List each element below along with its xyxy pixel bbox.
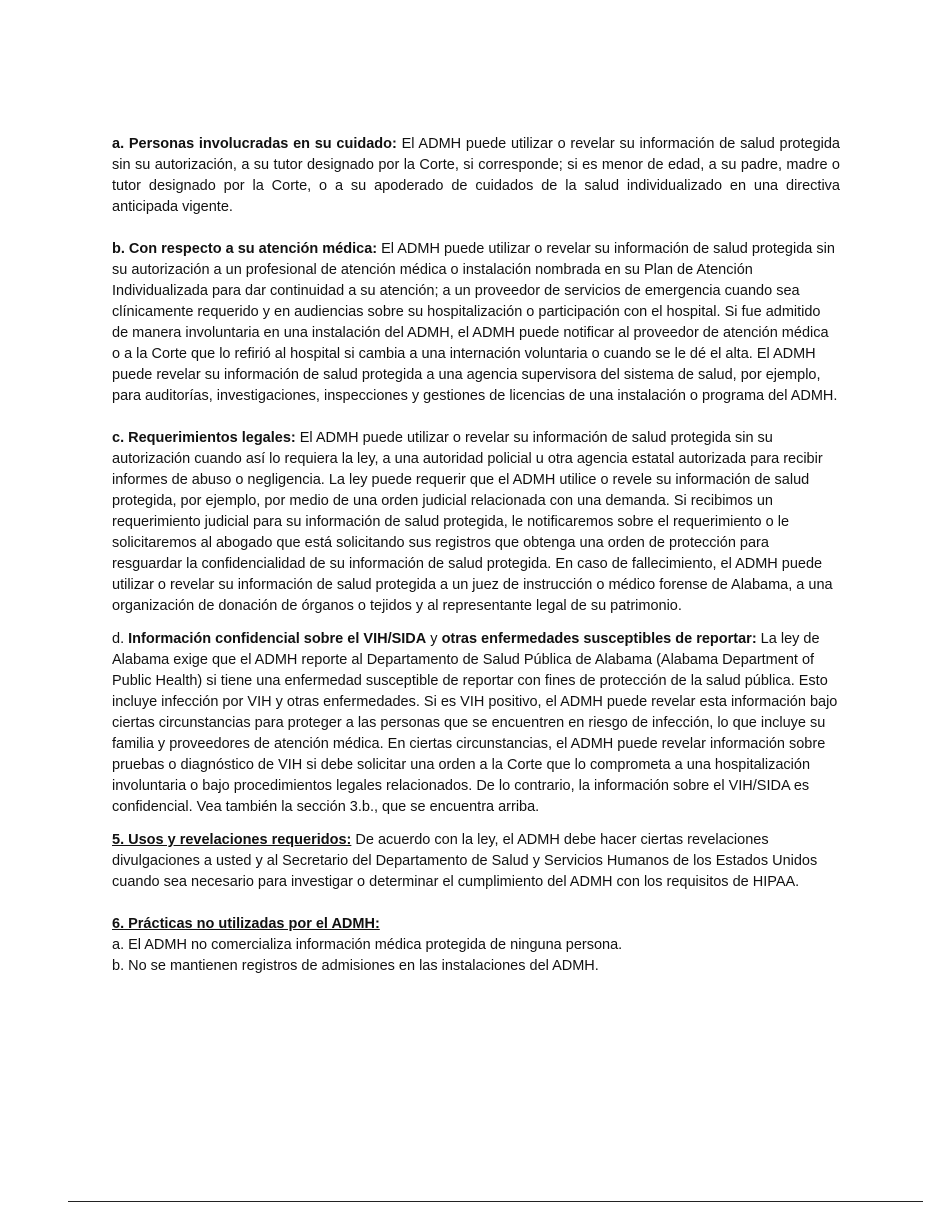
- section-5-heading: 5. Usos y revelaciones requeridos:: [112, 832, 352, 848]
- section-c-label: c. Requerimientos legales:: [112, 430, 296, 446]
- section-5-text: De acuerdo con la ley, el ADMH debe hacer ciertas revelaciones divulgaciones a usted y al Secretario del Departamento de Salud y Servicios Humanos de los Estados Unidos cuando sea necesario para investigar o determinar el cumplimiento del ADMH con los requisitos de HIPAA.: [112, 832, 818, 890]
- section-a-text: El ADMH puede utilizar o revelar su información de salud protegida sin su autorización, a su tutor designado por la Corte, si corresponde; si es menor de edad, a su padre, madre o tutor designado por la Corte, o a su apoderado de cuidados de la salud individualizado en una directiva anticipada vigente.: [112, 136, 840, 215]
- section-6-item-b: b. No se mantienen registros de admisiones en las instalaciones del ADMH.: [112, 958, 599, 974]
- section-5: [112, 830, 840, 893]
- document-page: [112, 134, 840, 977]
- section-b-label: b. Con respecto a su atención médica:: [112, 241, 378, 257]
- footer-divider: [68, 1201, 923, 1202]
- section-d: [112, 629, 840, 818]
- section-d-prefix: d.: [112, 631, 129, 647]
- section-b-text: El ADMH puede utilizar o revelar su información de salud protegida sin su autorización a un profesional de atención médica o instalación nombrada en su Plan de Atención Individualizada para dar continuidad a su atención; a un proveedor de servicios de emergencia cuando sea clínicamente requerido y en audiencias sobre su hospitalización o participación con el hospital. Si fue admitido de manera involuntaria en una instalación del ADMH, el ADMH puede notificar al proveedor de atención médica o a la Corte que lo refirió al hospital si cambia a una internación voluntaria o cuando se le dé el alta. El ADMH puede revelar su información de salud protegida a una agencia supervisora del sistema de salud, por ejemplo, para auditorías, investigaciones, inspecciones y gestiones de licencias de una instalación o programa del ADMH.: [112, 241, 838, 404]
- section-6-heading: 6. Prácticas no utilizadas por el ADMH:: [112, 916, 380, 932]
- section-a-label: a. Personas involucradas en su cuidado:: [112, 136, 397, 152]
- section-c: [112, 428, 840, 617]
- section-d-label-hiv: Información confidencial sobre el VIH/SIDA: [128, 631, 427, 647]
- section-a: [112, 134, 840, 218]
- section-d-label-diseases: otras enfermedades susceptibles de reportar:: [441, 631, 757, 647]
- section-c-text: El ADMH puede utilizar o revelar su información de salud protegida sin su autorización cuando así lo requiera la ley, a una autoridad policial u otra agencia estatal autorizada para recibir informes de abuso o negligencia. La ley puede requerir que el ADMH utilice o revele su información de salud protegida, por ejemplo, por medio de una orden judicial relacionada con una demanda. Si recibimos un requerimiento judicial para su información de salud protegida, le notificaremos sobre el requerimiento o le solicitaremos al abogado que está solicitando sus registros que obtenga una orden de protección para resguardar la confidencialidad de su información de salud protegida. En caso de fallecimiento, el ADMH puede utilizar o revelar su información de salud protegida a un juez de instrucción o médico forense de Alabama, a una organización de donación de órganos o tejidos y al representante legal de su patrimonio.: [112, 430, 833, 614]
- section-d-text: La ley de Alabama exige que el ADMH reporte al Departamento de Salud Pública de Alabama (Alabama Department of Public Health) si tiene una enfermedad susceptible de reportar con fines de protección de la salud pública. Esto incluye infección por VIH y otras enfermedades. Si es VIH positivo, el ADMH puede revelar esta información bajo ciertas circunstancias para proteger a las personas que se encuentren en riesgo de infección, lo que incluye su familia y proveedores de atención médica. En ciertas circunstancias, el ADMH puede revelar información sobre pruebas o diagnóstico de VIH si debe solicitar una orden a la Corte que lo comprometa a una hospitalización involuntaria o bajo procedimientos legales relacionados. De lo contrario, la información sobre el VIH/SIDA es confidencial. Vea también la sección 3.b., que se encuentra arriba.: [112, 631, 838, 815]
- section-6-item-a: a. El ADMH no comercializa información médica protegida de ninguna persona.: [112, 937, 623, 953]
- section-6: [112, 914, 840, 977]
- section-d-mid: y: [426, 631, 442, 647]
- section-b: [112, 239, 840, 407]
